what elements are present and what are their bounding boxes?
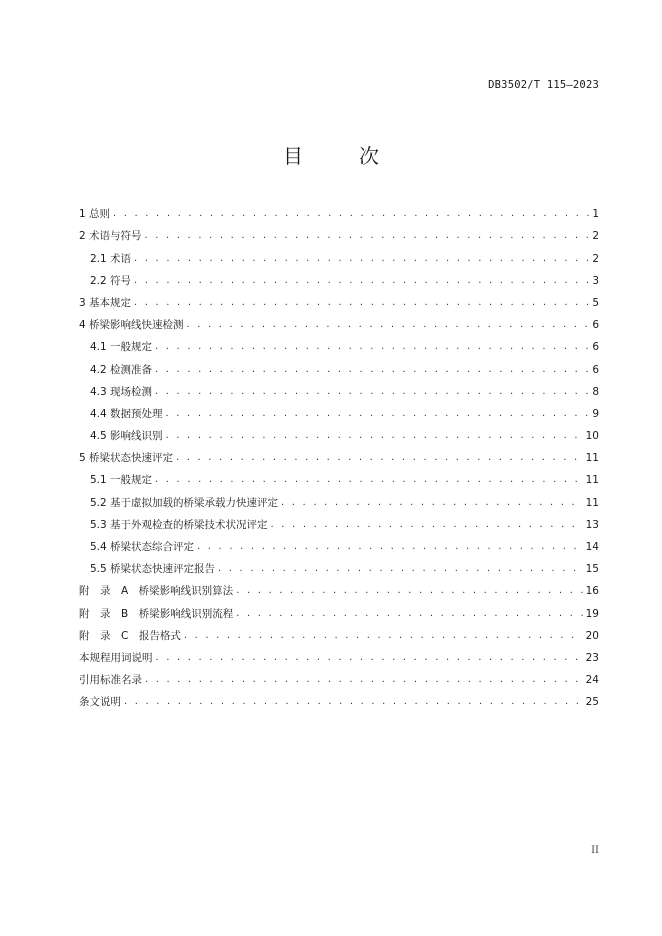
toc-entry[interactable] (79, 443, 599, 465)
toc-leader-dots (218, 562, 583, 576)
toc-entry-page: 6 (592, 319, 599, 332)
toc-leader-dots (113, 207, 589, 221)
toc-leader-dots (281, 496, 583, 510)
page-number: II (591, 845, 599, 856)
toc-entry-label: 2.1 术语 (90, 252, 132, 265)
toc-entry[interactable] (79, 266, 599, 288)
toc-entry-label: 5.1 一般规定 (90, 474, 153, 487)
toc-entry-label: 2 术语与符号 (79, 230, 142, 243)
toc-entry-page: 11 (585, 474, 599, 487)
toc-leader-dots (124, 695, 583, 709)
toc-entry-page: 2 (592, 252, 599, 265)
toc-entry-label: 5.4 桥梁状态综合评定 (90, 541, 195, 553)
toc-entry[interactable] (79, 332, 599, 354)
toc-leader-dots (145, 229, 590, 243)
toc-entry-label: 本规程用词说明 (79, 651, 153, 664)
toc-entry-label: 附 录 C 报告格式 (79, 629, 181, 642)
toc-entry-label: 5.5 桥梁状态快速评定报告 (90, 563, 216, 576)
toc-entry-label: 4.2 检测准备 (90, 363, 153, 376)
toc-entry-label: 条文说明 (79, 696, 121, 709)
toc-entry-page: 8 (592, 385, 599, 398)
toc-entry[interactable] (79, 487, 599, 509)
toc-entry-page: 6 (592, 341, 599, 354)
toc-entry-label: 2.2 符号 (90, 274, 132, 287)
toc-leader-dots (155, 340, 589, 354)
toc-entry[interactable] (79, 221, 599, 243)
toc-entry-label: 1 总则 (79, 208, 111, 221)
toc-leader-dots (145, 673, 583, 687)
toc-entry-label: 5.2 基于虚拟加载的桥梁承载力快速评定 (90, 496, 279, 509)
toc-entry[interactable] (79, 377, 599, 399)
toc-entry-page: 20 (585, 629, 599, 642)
toc-leader-dots (166, 407, 590, 421)
toc-entry[interactable] (79, 199, 599, 221)
toc-leader-dots (155, 385, 589, 399)
table-of-contents (79, 199, 599, 709)
toc-leader-dots (134, 252, 589, 266)
toc-entry[interactable] (79, 465, 599, 487)
toc-leader-dots (184, 629, 583, 643)
toc-entry[interactable] (79, 665, 599, 687)
toc-leader-dots (134, 274, 589, 288)
toc-entry[interactable] (79, 510, 599, 532)
toc-entry-page: 14 (585, 541, 599, 553)
toc-entry[interactable] (79, 554, 599, 576)
title-char-1: 目 (283, 144, 303, 168)
toc-entry-label: 5 桥梁状态快速评定 (79, 452, 174, 465)
toc-entry-page: 24 (585, 674, 599, 687)
toc-entry[interactable] (79, 288, 599, 310)
toc-leader-dots (197, 540, 583, 554)
toc-leader-dots (166, 429, 583, 443)
toc-entry[interactable] (79, 598, 599, 620)
toc-entry[interactable] (79, 399, 599, 421)
toc-entry-page: 6 (592, 363, 599, 376)
toc-entry-page: 2 (592, 230, 599, 243)
toc-entry[interactable] (79, 354, 599, 376)
toc-entry-label: 引用标准名录 (79, 674, 142, 687)
page-title (0, 140, 662, 169)
toc-entry-page: 23 (585, 651, 599, 664)
toc-entry-page: 16 (585, 585, 599, 598)
toc-entry-page: 11 (585, 496, 599, 509)
toc-entry[interactable] (79, 310, 599, 332)
title-char-2: 次 (359, 144, 379, 168)
toc-entry-label: 5.3 基于外观检查的桥梁技术状况评定 (90, 518, 268, 531)
toc-leader-dots (155, 363, 589, 377)
toc-entry[interactable] (79, 687, 599, 709)
document-code: DB3502/T 115—2023 (488, 79, 599, 91)
toc-entry-page: 11 (585, 452, 599, 465)
toc-entry-page: 10 (585, 430, 599, 443)
toc-entry[interactable] (79, 243, 599, 265)
toc-leader-dots (271, 518, 583, 532)
toc-entry[interactable] (79, 576, 599, 598)
toc-entry-label: 3 基本规定 (79, 296, 132, 309)
toc-entry-page: 13 (585, 518, 599, 531)
toc-entry-page: 5 (592, 296, 599, 309)
toc-entry-page: 15 (585, 563, 599, 576)
toc-entry-page: 1 (592, 208, 599, 221)
toc-leader-dots (134, 296, 589, 310)
toc-leader-dots (156, 651, 583, 665)
toc-entry-page: 19 (585, 607, 599, 620)
toc-entry[interactable] (79, 532, 599, 554)
toc-entry-label: 4 桥梁影响线快速检测 (79, 319, 184, 332)
toc-entry[interactable] (79, 643, 599, 665)
toc-entry-page: 25 (585, 696, 599, 709)
toc-leader-dots (187, 318, 590, 332)
toc-entry-page: 9 (592, 407, 599, 420)
toc-entry-label: 附 录 A 桥梁影响线识别算法 (79, 585, 234, 598)
toc-leader-dots (236, 607, 582, 621)
toc-entry[interactable] (79, 621, 599, 643)
toc-leader-dots (155, 473, 583, 487)
toc-entry-label: 4.5 影响线识别 (90, 430, 163, 443)
toc-entry-page: 3 (592, 274, 599, 287)
toc-leader-dots (176, 451, 583, 465)
toc-leader-dots (236, 584, 582, 598)
toc-entry-label: 4.3 现场检测 (90, 385, 153, 398)
toc-entry-label: 4.1 一般规定 (90, 341, 153, 354)
toc-entry-label: 4.4 数据预处理 (90, 407, 163, 420)
toc-entry-label: 附 录 B 桥梁影响线识别流程 (79, 607, 234, 620)
toc-entry[interactable] (79, 421, 599, 443)
